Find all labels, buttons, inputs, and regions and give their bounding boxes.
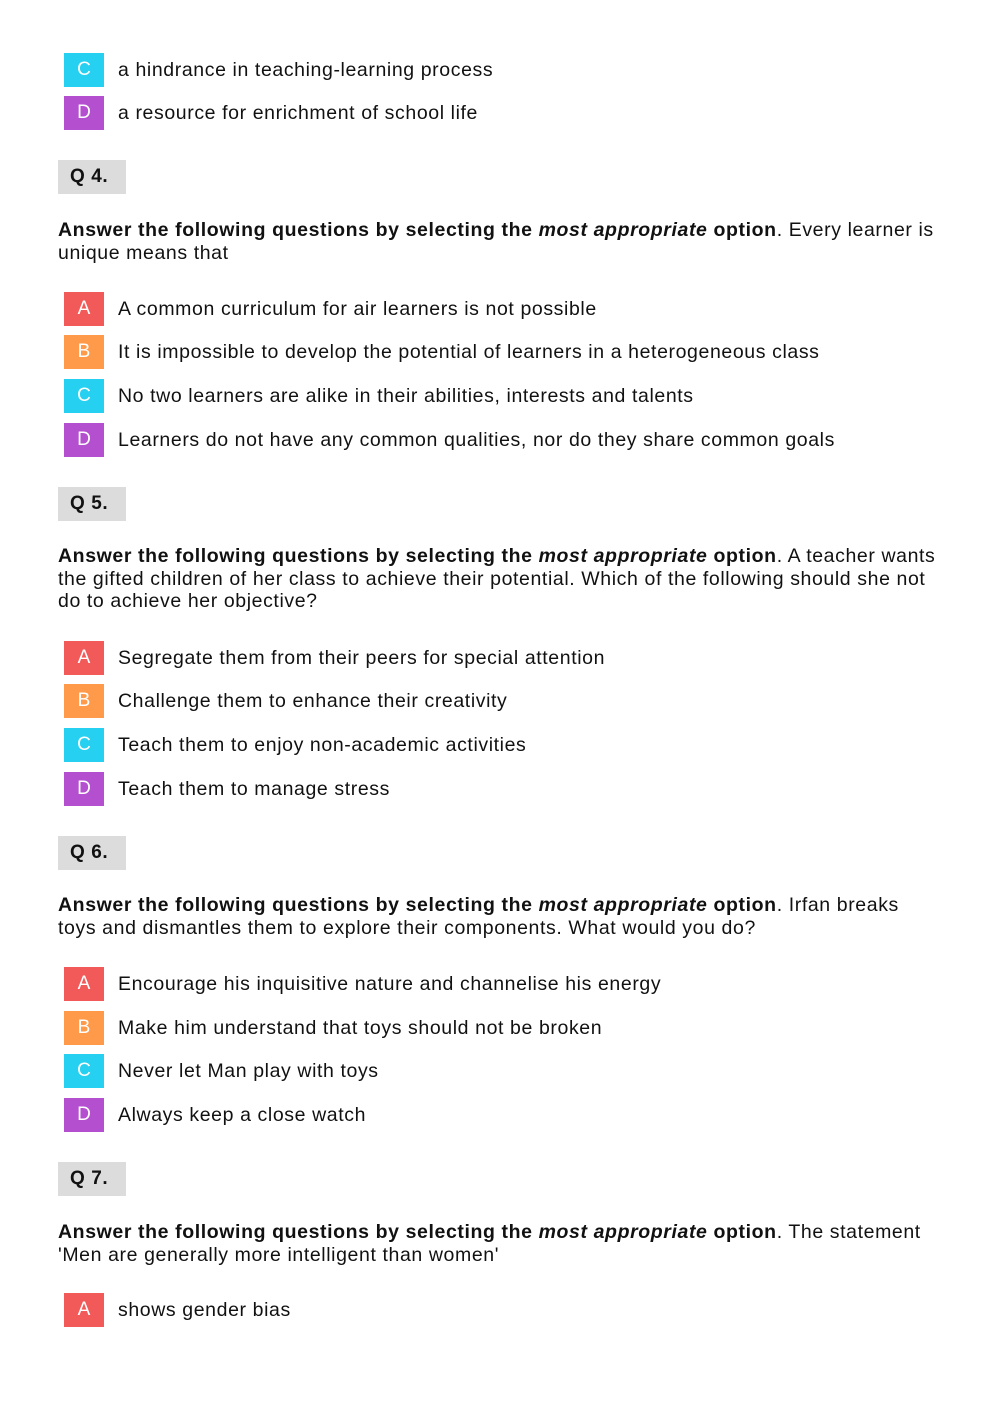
instruction-lead: Answer the following questions by selecting the <box>58 219 539 241</box>
option-row[interactable] <box>64 292 597 326</box>
option-row[interactable] <box>64 728 526 762</box>
option-letter-badge: C <box>64 379 104 413</box>
option-letter-badge: D <box>64 772 104 806</box>
option-letter-badge: A <box>64 967 104 1001</box>
option-text: Make him understand that toys should not be broken <box>118 1016 603 1039</box>
option-text: A common curriculum for air learners is not possible <box>118 297 597 320</box>
question-stem <box>58 894 938 939</box>
question-number-label: Q 7. <box>58 1162 126 1196</box>
option-text: a hindrance in teaching-learning process <box>118 58 494 81</box>
instruction-lead: Answer the following questions by selecting the <box>58 545 539 567</box>
question-number-label: Q 6. <box>58 836 126 870</box>
option-row[interactable] <box>64 684 507 718</box>
question-number-label: Q 4. <box>58 160 126 194</box>
option-row[interactable] <box>64 96 478 130</box>
option-row[interactable] <box>64 641 605 675</box>
question-stem <box>58 1221 938 1266</box>
option-row[interactable] <box>64 53 493 87</box>
option-text: Encourage his inquisitive nature and channelise his energy <box>118 972 662 995</box>
instruction-tail: option <box>707 545 777 567</box>
option-letter-badge: A <box>64 1293 104 1327</box>
question-text: . A teacher wants the gifted children of her class to achieve their potential. Which of the following should she not do to achieve her objective? <box>58 545 936 612</box>
option-row[interactable] <box>64 423 835 457</box>
option-text: Always keep a close watch <box>118 1103 367 1126</box>
option-letter-badge: B <box>64 684 104 718</box>
option-text: Teach them to manage stress <box>118 777 390 800</box>
option-letter-badge: D <box>64 423 104 457</box>
option-text: Never let Man play with toys <box>118 1059 379 1082</box>
option-text: a resource for enrichment of school life <box>118 101 478 124</box>
option-row[interactable] <box>64 1098 366 1132</box>
option-row[interactable] <box>64 1054 379 1088</box>
option-text: Challenge them to enhance their creativity <box>118 689 508 712</box>
instruction-lead: Answer the following questions by selecting the <box>58 894 539 916</box>
option-row[interactable] <box>64 1011 602 1045</box>
option-row[interactable] <box>64 379 694 413</box>
instruction-emphasis: most appropriate <box>538 219 708 241</box>
instruction-emphasis: most appropriate <box>538 545 708 567</box>
option-text: No two learners are alike in their abilities, interests and talents <box>118 384 694 407</box>
option-letter-badge: D <box>64 1098 104 1132</box>
option-letter-badge: A <box>64 641 104 675</box>
question-stem <box>58 219 938 264</box>
option-letter-badge: A <box>64 292 104 326</box>
option-text: Learners do not have any common qualities, nor do they share common goals <box>118 428 835 451</box>
option-letter-badge: B <box>64 335 104 369</box>
option-letter-badge: C <box>64 53 104 87</box>
option-letter-badge: C <box>64 728 104 762</box>
instruction-tail: option <box>707 219 777 241</box>
option-row[interactable] <box>64 335 820 369</box>
option-row[interactable] <box>64 772 390 806</box>
option-letter-badge: B <box>64 1011 104 1045</box>
option-text: shows gender bias <box>118 1298 291 1321</box>
instruction-emphasis: most appropriate <box>538 894 708 916</box>
option-row[interactable] <box>64 967 661 1001</box>
instruction-tail: option <box>707 1221 777 1243</box>
option-letter-badge: D <box>64 96 104 130</box>
question-text: . Irfan breaks toys and dismantles them to explore their components. What would you do? <box>58 894 899 939</box>
option-letter-badge: C <box>64 1054 104 1088</box>
question-text: . The statement 'Men are generally more intelligent than women' <box>58 1221 921 1266</box>
question-number-label: Q 5. <box>58 487 126 521</box>
question-text: . Every learner is unique means that <box>58 219 934 264</box>
option-text: Teach them to enjoy non-academic activities <box>118 733 527 756</box>
option-text: It is impossible to develop the potential of learners in a heterogeneous class <box>118 340 820 363</box>
instruction-lead: Answer the following questions by selecting the <box>58 1221 539 1243</box>
instruction-emphasis: most appropriate <box>538 1221 708 1243</box>
option-text: Segregate them from their peers for special attention <box>118 646 606 669</box>
option-row[interactable] <box>64 1293 291 1327</box>
question-stem <box>58 545 938 613</box>
instruction-tail: option <box>707 894 777 916</box>
